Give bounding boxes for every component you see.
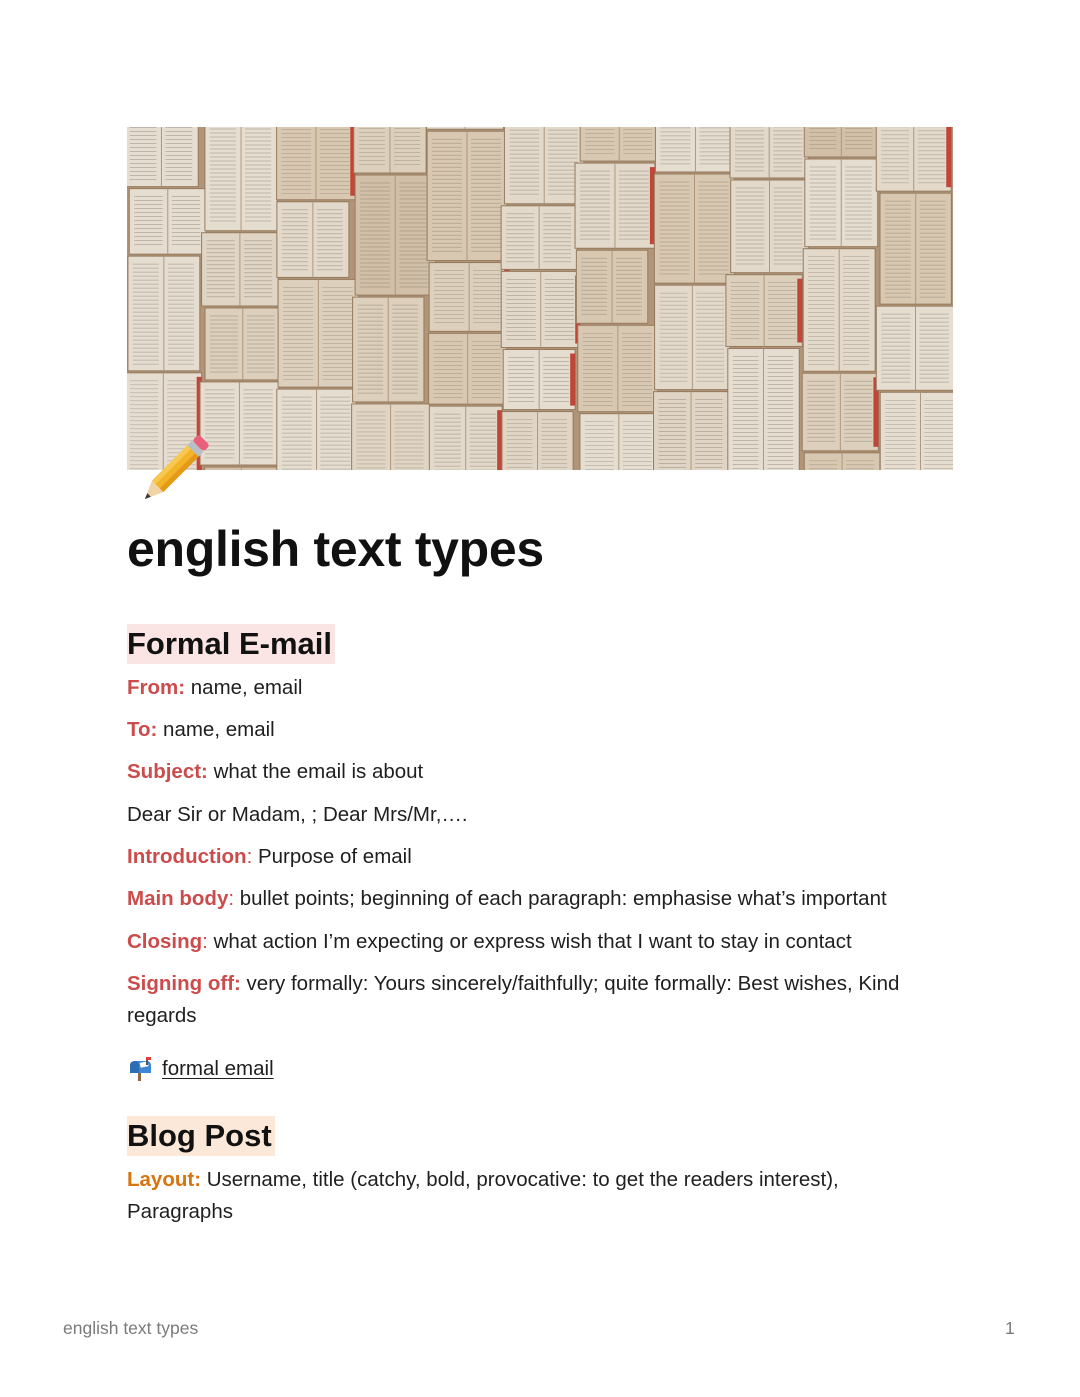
cover-image bbox=[127, 127, 953, 470]
footer-page-number: 1 bbox=[1005, 1318, 1015, 1338]
signing-off-text: very formally: Yours sincerely/faithfully; quite formally: Best wishes, Kind regards bbox=[127, 972, 900, 1027]
subject-text: what the email is about bbox=[207, 760, 424, 783]
signing-off-line bbox=[127, 968, 937, 1032]
main-body-label: Main body bbox=[127, 887, 229, 910]
footer-document-name: english text types bbox=[63, 1318, 199, 1338]
closing-line: Closing: what action I’m expecting or express wish that I want to stay in contact bbox=[127, 930, 852, 953]
closing-label: Closing bbox=[127, 930, 203, 953]
from-text: name, email bbox=[185, 676, 303, 699]
introduction-text: Purpose of email bbox=[252, 845, 412, 868]
blog-layout-line bbox=[127, 1164, 937, 1228]
to-line bbox=[127, 714, 937, 746]
greeting-line: Dear Sir or Madam, ; Dear Mrs/Mr,…. bbox=[127, 803, 468, 826]
subject-label: Subject: bbox=[127, 760, 208, 783]
pencil-icon bbox=[130, 432, 212, 514]
main-body-text: bullet points; beginning of each paragraph: emphasise what’s important bbox=[234, 887, 887, 910]
to-text: name, email bbox=[157, 718, 275, 741]
subject-line bbox=[127, 756, 937, 788]
introduction-line: Introduction: Purpose of email bbox=[127, 845, 412, 868]
introduction-label: Introduction bbox=[127, 845, 247, 868]
main-body-line: Main body: bullet points; beginning of each paragraph: emphasise what’s important bbox=[127, 887, 887, 910]
closing-text: what action I’m expecting or express wish that I want to stay in contact bbox=[207, 930, 852, 953]
formal-email-link-text[interactable]: formal email bbox=[162, 1057, 274, 1080]
blog-post-heading: Blog Post bbox=[127, 1116, 275, 1156]
layout-label: Layout: bbox=[127, 1168, 202, 1191]
from-label: From: bbox=[127, 676, 186, 699]
mailbox-icon bbox=[127, 1056, 153, 1082]
formal-email-link[interactable] bbox=[127, 1054, 274, 1084]
to-label: To: bbox=[127, 718, 158, 741]
page-title: english text types bbox=[127, 521, 544, 577]
formal-email-heading: Formal E-mail bbox=[127, 624, 335, 664]
signing-off-label: Signing off: bbox=[127, 972, 241, 995]
layout-text: Username, title (catchy, bold, provocative: to get the readers interest), Paragraphs bbox=[127, 1168, 839, 1223]
from-line bbox=[127, 672, 937, 704]
